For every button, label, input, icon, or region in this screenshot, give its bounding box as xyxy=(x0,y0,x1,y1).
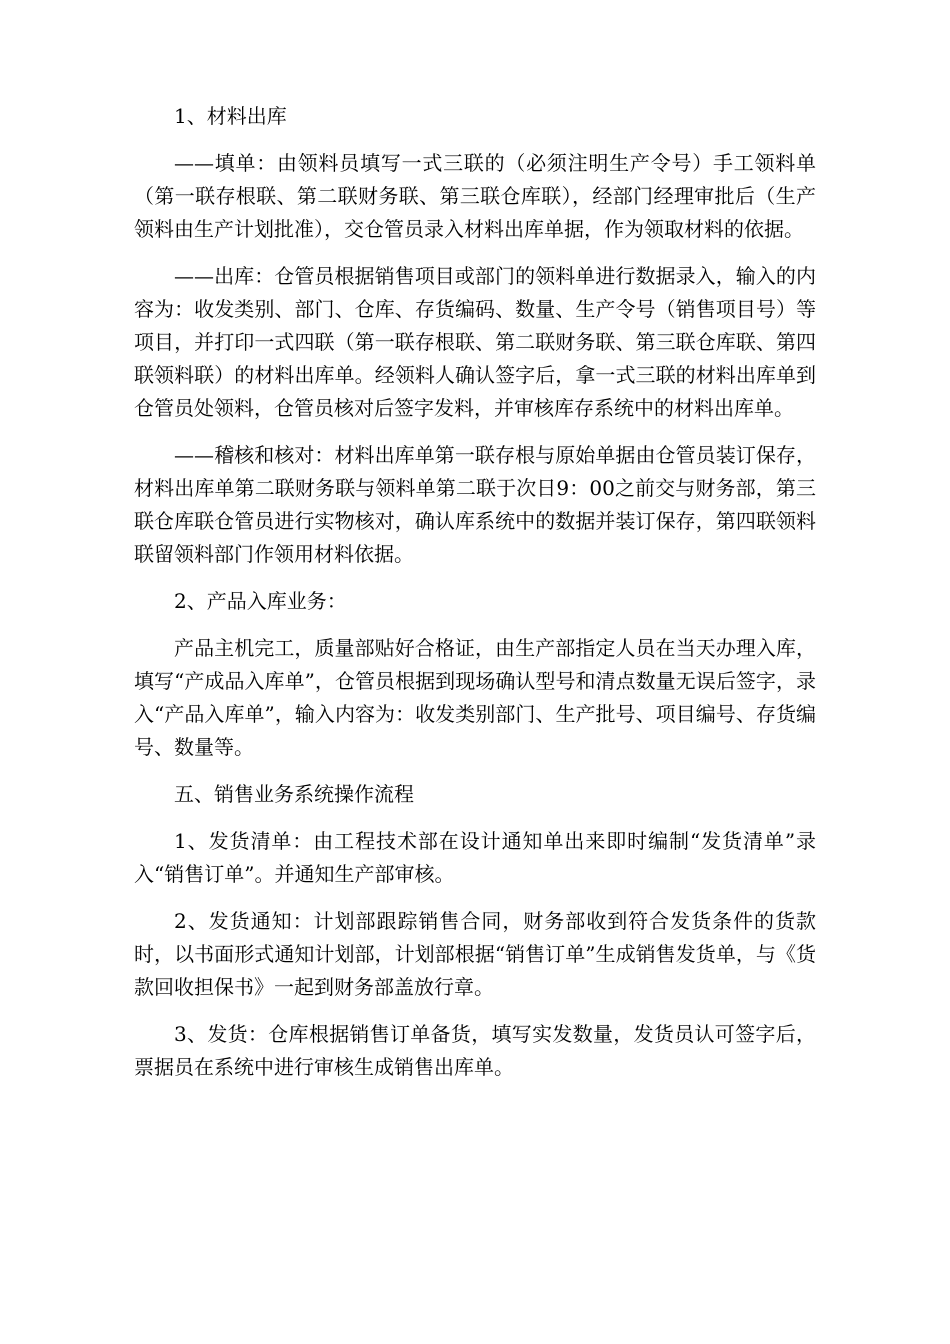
paragraph-outbound: ——出库：仓管员根据销售项目或部门的领料单进行数据录入，输入的内容为：收发类别、部门、仓库、存货编码、数量、生产令号（销售项目号）等项目，并打印一式四联（第一联存根联、第二联财务联、第三联仓库联、第四联领料联）的材料出库单。经领料人确认签字后，拿一式三联的材料出库单到仓管员处领料，仓管员核对后签字发料，并审核库存系统中的材料出库单。 xyxy=(134,264,816,420)
paragraph-product-inbound: 产品主机完工，质量部贴好合格证，由生产部指定人员在当天办理入库，填写“产成品入库单”，仓管员根据到现场确认型号和清点数量无误后签字，录入“产品入库单”，输入内容为：收发类别部门、生产批号、项目编号、存货编号、数量等。 xyxy=(134,636,816,759)
paragraph-shipping-notice: 2、发货通知：计划部跟踪销售合同，财务部收到符合发货条件的货款时，以书面形式通知计划部，计划部根据“销售订单”生成销售发货单，与《货款回收担保书》一起到财务部盖放行章。 xyxy=(134,909,816,999)
section-heading-material-outbound: 1、材料出库 xyxy=(174,104,287,128)
section-heading-sales-process: 五、销售业务系统操作流程 xyxy=(174,782,414,806)
document-page xyxy=(134,100,816,1098)
paragraph-audit-check: ——稽核和核对：材料出库单第一联存根与原始单据由仓管员装订保存，材料出库单第二联财务联与领料单第二联于次日9：00之前交与财务部，第三联仓库联仓管员进行实物核对，确认库系统中的数据并装订保存，第四联领料联留领料部门作领用材料依据。 xyxy=(134,443,816,566)
section-heading-product-inbound: 2、产品入库业务： xyxy=(174,589,347,613)
paragraph-fill-form: ——填单：由领料员填写一式三联的（必须注明生产令号）手工领料单（第一联存根联、第二联财务联、第三联仓库联），经部门经理审批后（生产领料由生产计划批准），交仓管员录入材料出库单据，作为领取材料的依据。 xyxy=(134,151,816,241)
paragraph-shipping: 3、发货：仓库根据销售订单备货，填写实发数量，发货员认可签字后，票据员在系统中进行审核生成销售出库单。 xyxy=(134,1022,816,1079)
paragraph-shipping-list: 1、发货清单：由工程技术部在设计通知单出来即时编制“发货清单”录入“销售订单”。并通知生产部审核。 xyxy=(134,829,816,886)
